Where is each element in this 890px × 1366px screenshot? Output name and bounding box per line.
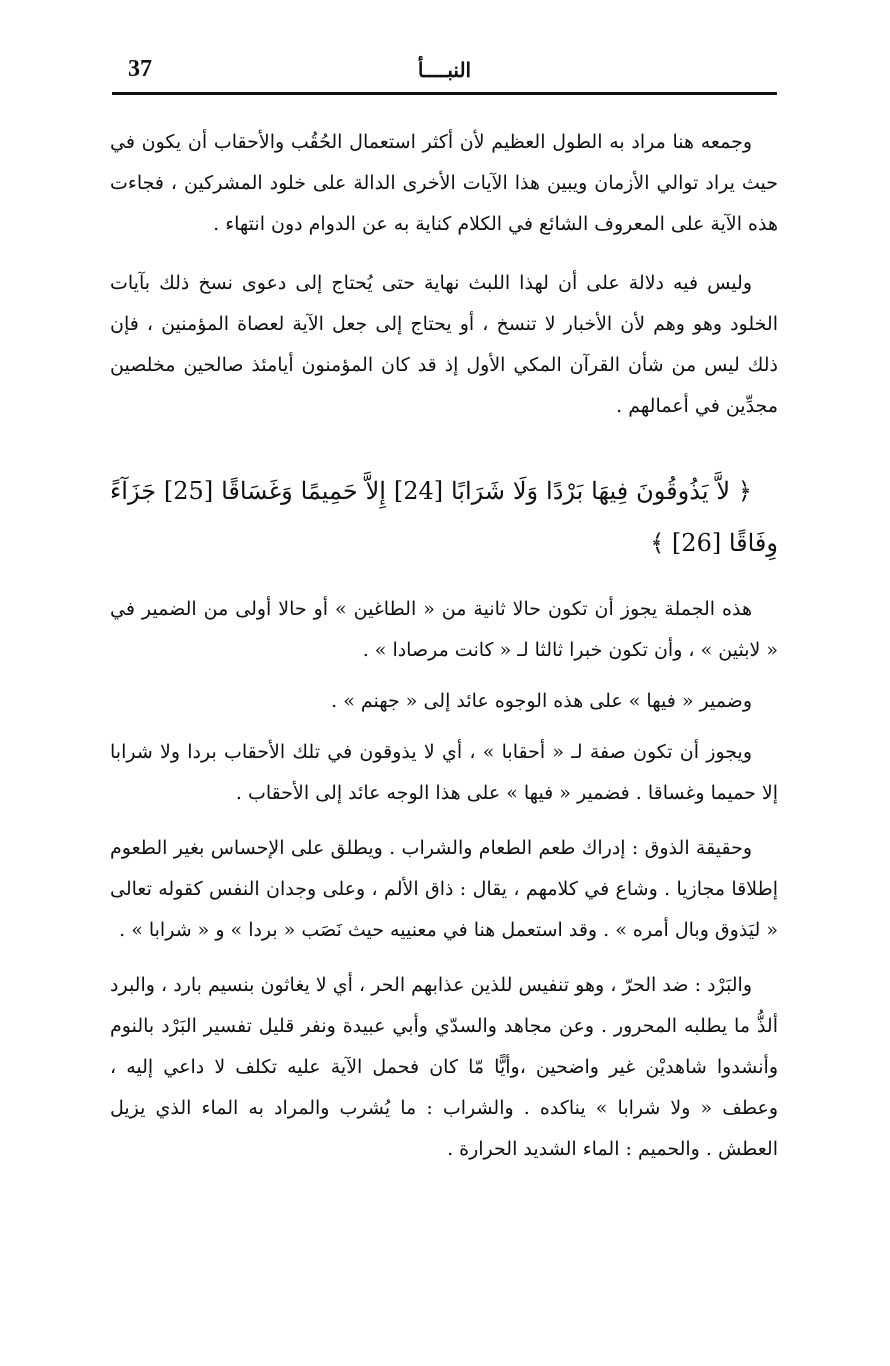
paragraph: وليس فيه دلالة على أن لهذا اللبث نهاية حتى يُحتاج إلى دعوى نسخ ذلك بآيات الخلود وهو وهم لأن الأخبار لا تنسخ ، أو يحتاج إلى جعل الآية لعصاة المؤمنين ، فإن ذلك ليس من شأن القرآن المكي الأول إذ قد كان المؤمنون أيامئذ صالحين مخلصين مجدِّين في أعمالهم . <box>110 272 778 417</box>
page-body <box>110 122 778 1170</box>
page-header <box>112 48 777 96</box>
paragraph: وحقيقة الذوق : إدراك طعم الطعام والشراب . ويطلق على الإحساس بغير الطعوم إطلاقا مجازيا . وشاع في كلامهم ، يقال : ذاق الألم ، وعلى وجدان النفس كقوله تعالى « ليَذوق وبال أمره » . وقد استعمل هنا في معنييه حيث نَصَب « بردا » و « شرابا » . <box>110 837 778 941</box>
page-number: 37 <box>128 56 152 82</box>
paragraph: هذه الجملة يجوز أن تكون حالا ثانية من « الطاغين » أو حالا أولى من الضمير في « لابثين » ، وأن تكون خبرا ثالثا لـ « كانت مرصادا » . <box>110 598 778 661</box>
surah-title: النبــــأ <box>417 58 472 82</box>
paragraph: والبَرْد : ضد الحرّ ، وهو تنفيس للذين عذابهم الحر ، أي لا يغاثون بنسيم بارد ، والبرد ألذُّ ما يطلبه المحرور . وعن مجاهد والسدّي وأبي عبيدة ونفر قليل تفسير البَرْد بالنوم وأنشدوا شاهديْن غير واضحين ،وأيًّا مّا كان فحمل الآية عليه تكلف لا داعي إليه ، وعطف « ولا شرابا » يناكده . والشراب : ما يُشرب والمراد به الماء الذي يزيل العطش . والحميم : الماء الشديد الحرارة . <box>110 974 778 1160</box>
paragraph: وضمير « فيها » على هذه الوجوه عائد إلى « جهنم » . <box>331 690 752 712</box>
paragraph: وجمعه هنا مراد به الطول العظيم لأن أكثر استعمال الحُقُب والأحقاب أن يكون في حيث يراد توالي الأزمان ويبين هذا الآيات الأخرى الدالة على خلود المشركين ، فجاءت هذه الآية على المعروف الشائع في الكلام كناية به عن الدوام دون انتهاء . <box>110 131 778 235</box>
quran-verse: ﴿ لاَّ يَذُوقُونَ فِيهَا بَرْدًا وَلَا شَرَابًا [24] إِلاَّ حَمِيمًا وَغَسَاقًا [25] جَزَآءً وِفَاقًا [26] ﴾ <box>110 477 778 557</box>
header-divider <box>112 92 777 95</box>
paragraph: ويجوز أن تكون صفة لـ « أحقابا » ، أي لا يذوقون في تلك الأحقاب بردا ولا شرابا إلا حميما وغساقا . فضمير « فيها » على هذا الوجه عائد إلى الأحقاب . <box>110 741 778 804</box>
